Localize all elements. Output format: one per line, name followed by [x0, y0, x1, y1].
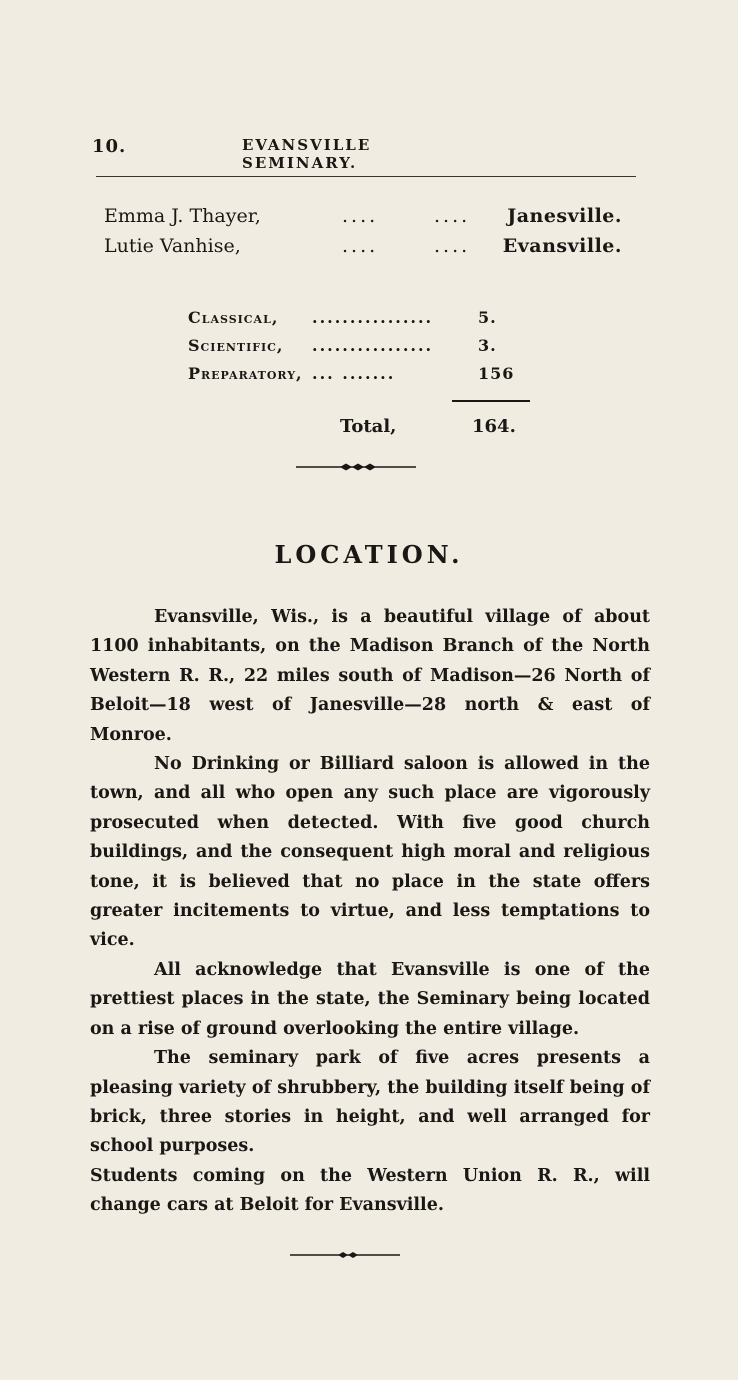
paragraph: No Drinking or Billiard saloon is allowed in the town, and all who open any such place are vigorously prosecuted when detected. With five good church buildings, and the consequent high moral and religious tone, it is believed that no place in the state offers greater incitements to virtue, and less temptations to vice. — [90, 754, 650, 951]
summary-value: 3. — [478, 336, 497, 355]
leader-dots: .... — [434, 205, 471, 227]
leader-dots: .... — [434, 235, 471, 257]
summary-label: Preparatory, — [188, 364, 303, 383]
student-name: Emma J. Thayer, — [104, 205, 261, 227]
summary-value: 156 — [478, 364, 515, 383]
paragraph: The seminary park of five acres presents a pleasing variety of shrubbery, the building itself being of brick, three stories in height, and well arranged for school purposes. — [90, 1048, 650, 1157]
total-label: Total, — [340, 416, 397, 437]
total-value: 164. — [472, 416, 516, 437]
student-row — [104, 235, 634, 265]
paragraph: Students coming on the Western Union R. R., will change cars at Beloit for Evansville. — [90, 1165, 650, 1216]
student-row — [104, 205, 634, 235]
total-line — [340, 416, 516, 437]
total-rule — [452, 400, 530, 402]
running-title: EVANSVILLE SEMINARY. — [242, 136, 372, 172]
leader-dots: .... — [342, 205, 379, 227]
student-place: Evansville. — [502, 235, 622, 257]
header-rule — [96, 176, 636, 177]
enrollment-summary — [188, 308, 518, 392]
section-divider-ornament — [296, 462, 416, 472]
summary-row — [188, 364, 518, 392]
summary-label: Classical, — [188, 308, 279, 327]
summary-row — [188, 308, 518, 336]
end-ornament — [290, 1250, 400, 1260]
location-text — [90, 603, 650, 1221]
leader-dots: .... — [342, 235, 379, 257]
paragraph: Evansville, Wis., is a beautiful village of about 1100 inhabitants, on the Madison Branch of the North Western R. R., 22 miles south of Madison—26 North of Beloit—18 west of Janesville—28 north & east of Monroe. — [90, 607, 650, 745]
student-place: Janesville. — [507, 205, 622, 227]
section-heading: LOCATION. — [274, 540, 464, 569]
summary-row — [188, 336, 518, 364]
summary-label: Scientific, — [188, 336, 284, 355]
leader-dots: ... ....... — [312, 364, 396, 383]
student-list — [104, 205, 634, 265]
summary-value: 5. — [478, 308, 497, 327]
leader-dots: ................ — [312, 308, 434, 327]
paragraph: All acknowledge that Evansville is one of the prettiest places in the state, the Seminary being located on a rise of ground overlooking the entire village. — [90, 959, 650, 1039]
leader-dots: ................ — [312, 336, 434, 355]
page-number: 10. — [92, 136, 127, 157]
student-name: Lutie Vanhise, — [104, 235, 241, 257]
